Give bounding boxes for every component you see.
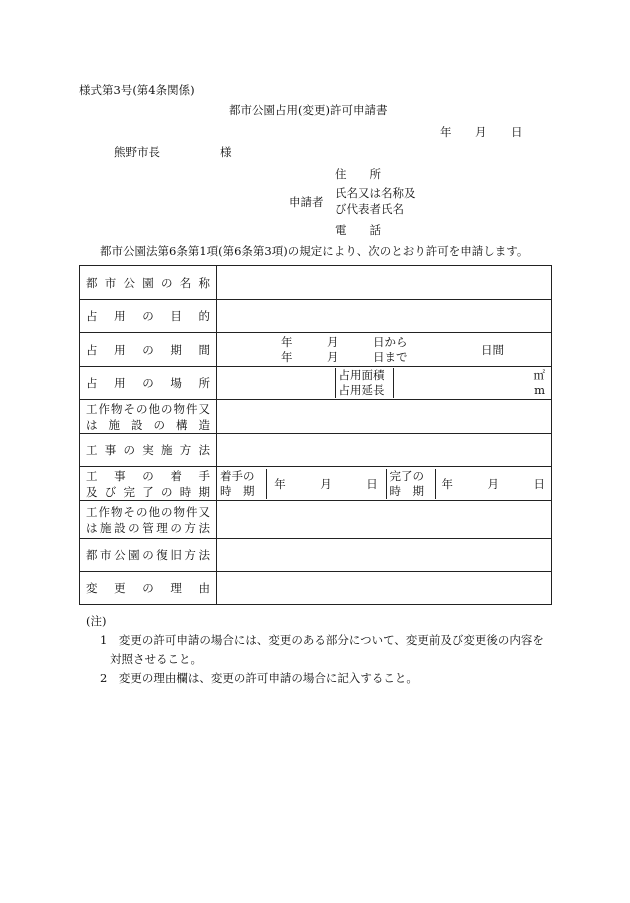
date-year: 年 [440, 125, 452, 139]
location-value[interactable] [217, 368, 335, 398]
structure-field[interactable] [217, 400, 552, 434]
application-form-table [79, 265, 552, 605]
period-from: 年 月 日から [281, 335, 408, 349]
location-inner-table [217, 368, 551, 398]
location-field[interactable] [217, 367, 552, 400]
table-row [80, 333, 552, 367]
applicant-name-label-1: 氏名又は名称及 [335, 186, 416, 200]
intro-text: 都市公園法第6条第1項(第6条第3項)の規定により、次のとおり許可を申請します。 [100, 244, 529, 258]
applicant-label: 申請者 [289, 195, 324, 209]
start-date[interactable]: 年 月 日 [266, 469, 386, 499]
area-length-labels [335, 368, 393, 398]
notes [86, 612, 544, 688]
table-row [80, 434, 552, 467]
method-field[interactable] [217, 434, 552, 467]
table-row [80, 467, 552, 501]
purpose-field[interactable] [217, 300, 552, 333]
table-row [80, 539, 552, 572]
document-title: 都市公園占用(変更)許可申請書 [229, 103, 388, 117]
period-days: 日間 [481, 343, 504, 357]
park-name-label: 都市公園の名称 [80, 266, 217, 300]
applicant-address-label: 住 所 [335, 167, 381, 181]
management-label: 工作物その他の物件又 は施設の管理の方法 [80, 501, 217, 539]
restore-label: 都市公園の復旧方法 [80, 539, 217, 572]
method-label: 工事の実施方法 [80, 434, 217, 467]
date-month: 月 [475, 125, 487, 139]
table-row [80, 367, 552, 400]
reason-label: 変更の理由 [80, 572, 217, 605]
note-1-line-1: 1 変更の許可申請の場合には、変更のある部分について、変更前及び変更後の内容を [100, 633, 544, 647]
note-1-line-2: 対照させること。 [110, 652, 202, 666]
area-length-value[interactable] [393, 368, 551, 398]
length-unit: m [534, 383, 545, 397]
area-unit: ㎡ [533, 368, 545, 382]
notes-title: (注) [86, 614, 107, 628]
date-day: 日 [511, 125, 523, 139]
table-row [80, 300, 552, 333]
period-label: 占用の期間 [80, 333, 217, 367]
reason-field[interactable] [217, 572, 552, 605]
table-row [80, 501, 552, 539]
table-row [80, 400, 552, 434]
table-row [80, 572, 552, 605]
park-name-field[interactable] [217, 266, 552, 300]
timing-field[interactable] [217, 467, 552, 501]
note-2: 2 変更の理由欄は、変更の許可申請の場合に記入すること。 [100, 671, 418, 685]
applicant-name-label-2: び代表者氏名 [335, 202, 404, 216]
structure-label: 工作物その他の物件又 は施設の構造 [80, 400, 217, 434]
form-number: 様式第3号(第4条関係) [79, 83, 195, 97]
addressee: 熊野市長 [114, 145, 160, 159]
addressee-suffix: 様 [220, 145, 232, 159]
area-label: 占用面積 [338, 368, 385, 382]
applicant-phone-label: 電 話 [335, 223, 381, 237]
purpose-label: 占用の目的 [80, 300, 217, 333]
table-row [80, 266, 552, 300]
done-label: 完了の 時 期 [386, 469, 435, 499]
timing-inner-table [217, 469, 551, 499]
done-date[interactable]: 年 月 日 [441, 476, 545, 491]
period-to: 年 月 日まで [281, 350, 408, 364]
timing-label: 工事の着手 及び完了の時期 [80, 467, 217, 501]
restore-field[interactable] [217, 539, 552, 572]
period-field[interactable] [217, 333, 552, 367]
start-label: 着手の 時 期 [217, 469, 266, 499]
length-label: 占用延長 [338, 383, 385, 397]
management-field[interactable] [217, 501, 552, 539]
location-label: 占用の場所 [80, 367, 217, 400]
